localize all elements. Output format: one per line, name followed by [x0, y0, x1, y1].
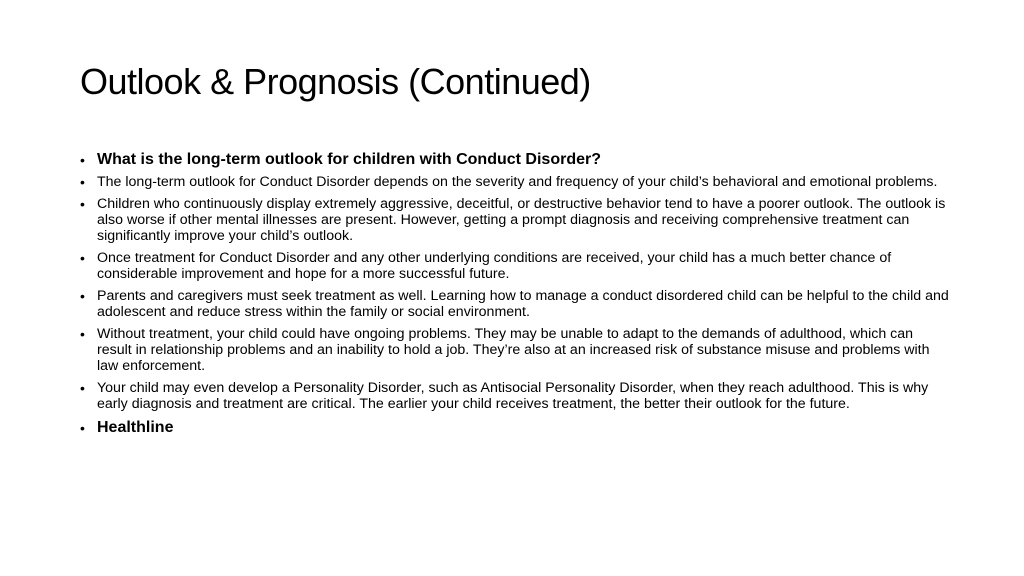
bullet-item-source	[80, 418, 950, 438]
bullet-text: Once treatment for Conduct Disorder and any other underlying conditions are received, your child has a much better chance of considerable improvement and hope for a more successful future.	[97, 250, 892, 282]
bullet-text: Healthline	[97, 419, 174, 436]
bullet-text: The long-term outlook for Conduct Disorder depends on the severity and frequency of your child’s behavioral and emotional problems.	[97, 174, 938, 190]
bullet-dot: •	[80, 288, 85, 304]
bullet-list	[80, 150, 950, 442]
bullet-text: Without treatment, your child could have ongoing problems. They may be unable to adapt to the demands of adulthood, which can result in relationship problems and an inability to hold a job. They’re also at an increased risk of substance misuse and problems with law enforcement.	[97, 326, 930, 374]
bullet-item-long-term-outlook	[80, 174, 950, 190]
bullet-dot: •	[80, 380, 85, 396]
bullet-text: Parents and caregivers must seek treatment as well. Learning how to manage a conduct disordered child can be helpful to the child and adolescent and reduce stress within the family or social environment.	[97, 288, 949, 320]
bullet-item-treatment-received	[80, 250, 950, 282]
bullet-dot: •	[80, 420, 85, 436]
bullet-text: Children who continuously display extremely aggressive, deceitful, or destructive behavior tend to have a poorer outlook. The outlook is also worse if other mental illnesses are present. However, getting a prompt diagnosis and receiving comprehensive treatment can significantly improve your child’s outlook.	[97, 196, 946, 244]
bullet-item-question	[80, 150, 950, 170]
bullet-dot: •	[80, 326, 85, 342]
slide-title: Outlook & Prognosis (Continued)	[80, 61, 591, 102]
bullet-text: What is the long-term outlook for children with Conduct Disorder?	[97, 151, 601, 168]
bullet-item-personality-disorder	[80, 380, 950, 412]
bullet-item-poorer-outlook	[80, 196, 950, 244]
bullet-text: Your child may even develop a Personality Disorder, such as Antisocial Personality Disorder, when they reach adulthood. This is why early diagnosis and treatment are critical. The earlier your child receives treatment, the better their outlook for the future.	[97, 380, 929, 412]
bullet-dot: •	[80, 152, 85, 168]
bullet-dot: •	[80, 250, 85, 266]
bullet-dot: •	[80, 196, 85, 212]
bullet-item-without-treatment	[80, 326, 950, 374]
bullet-dot: •	[80, 174, 85, 190]
bullet-item-parents-caregivers	[80, 288, 950, 320]
